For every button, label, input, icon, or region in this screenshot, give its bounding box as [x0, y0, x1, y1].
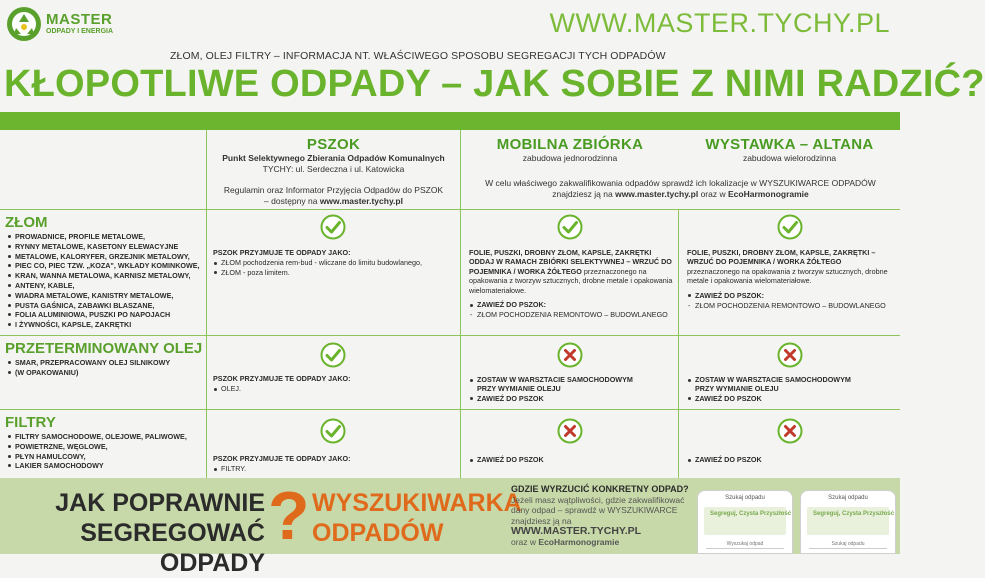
pszok-info2-pre: – dostępny na — [264, 196, 320, 206]
zlom-wystawka-also: ZAWIEŹ DO PSZOK: — [687, 291, 895, 300]
cross-icon — [777, 342, 803, 368]
footer-banner — [0, 478, 900, 577]
phone1-top: Szukaj odpadu — [725, 495, 765, 501]
filtry-wystawka-cell — [679, 410, 900, 478]
category-olej-title: PRZETERMINOWANY OLEJ — [5, 340, 203, 357]
footer-headline — [0, 488, 265, 578]
footer-search-title — [312, 488, 522, 548]
filtry-mobilna-cell — [461, 410, 679, 478]
cross-icon — [557, 418, 583, 444]
phone1-search-input[interactable]: Wyszukaj odpad — [706, 539, 784, 549]
zlom-pszok-head: PSZOK PRZYJMUJE TE ODPADY JAKO: — [213, 248, 351, 257]
list-item: FILTRY SAMOCHODOWE, OLEJOWE, PALIWOWE, — [8, 432, 206, 442]
olej-pszok-head: PSZOK PRZYJMUJE TE ODPADY JAKO: — [213, 374, 351, 383]
zlom-wystawka-head: FOLIE, PUSZKI, DROBNY ZŁOM, KAPSLE, ZAKRĘTKI – WRZUĆ DO POJEMNIKA / WORKA ŻÓŁTEGO — [687, 248, 876, 267]
segregation-table — [0, 130, 900, 478]
column-pszok-sub2: TYCHY: ul. Serdeczna i ul. Katowicka — [262, 164, 405, 174]
check-icon — [777, 214, 803, 240]
filtry-pszok-text — [213, 454, 453, 474]
list-item: OLEJ. — [213, 384, 453, 393]
cross-icon — [557, 342, 583, 368]
footer-app-link[interactable]: EcoHarmonogramie — [538, 536, 620, 547]
header-empty-cell — [0, 130, 207, 210]
subtitle: ZŁOM, OLEJ FILTRY – INFORMACJA NT. WŁAŚCIWEGO SPOSOBU SEGREGACJI TYCH ODPADÓW — [170, 50, 666, 62]
phone2-search-input[interactable]: Szukaj odpadu — [809, 539, 887, 549]
footer-left2: SEGREGOWAĆ ODPADY — [80, 519, 265, 577]
zlom-mobilna-cell — [461, 210, 679, 336]
list-item: WIADRA METALOWE, KANISTRY METALOWE, — [8, 291, 206, 301]
column-mobilna-sub: zabudowa jednorodzinna — [522, 153, 618, 163]
footer-body1: Jeżeli masz wątpliwości, gdzie zakwalifikować — [511, 494, 685, 505]
phone-mockup-2 — [800, 490, 896, 554]
zlom-wystawka-cell — [679, 210, 900, 336]
olej-pszok-cell — [207, 336, 461, 410]
shared-info2-link[interactable]: www.master.tychy.pl — [615, 189, 699, 199]
question-mark-icon: ? — [268, 478, 310, 554]
zlom-mobilna-head: FOLIE, PUSZKI, DROBNY ZŁOM, KAPSLE, ZAKRĘTKI ODDAJ W RAMACH ZBIÓRKI SELEKTYWNEJ – WRZUĆ DO POJEMNIKA / WORKA ŻÓŁTEGO — [469, 248, 672, 276]
olej-wystawka-line3: ZAWIEŹ DO PSZOK — [687, 394, 895, 403]
zlom-mobilna-also: ZAWIEŹ DO PSZOK: — [469, 300, 675, 309]
phone-mockup-1 — [697, 490, 793, 554]
footer-question: GDZIE WYRZUCIĆ KONKRETNY ODPAD? — [511, 484, 689, 494]
filtry-mobilna-text — [469, 454, 675, 464]
list-item: PROWADNICE, PROFILE METALOWE, — [8, 232, 206, 242]
olej-wystawka-cell — [679, 336, 900, 410]
phone2-art-text: Segreguj, Czysta Przyszłość — [813, 511, 895, 517]
list-item: METALOWE, KALORYFER, GRZEJNIK METALOWY, — [8, 252, 206, 262]
category-olej-items — [8, 358, 206, 378]
filtry-wystawka-line1: ZAWIEŹ DO PSZOK — [687, 455, 895, 464]
olej-mobilna-line1-text: ZOSTAW W WARSZTACIE SAMOCHODOWYM — [477, 375, 633, 384]
list-item: I ŻYWNOŚCI, KAPSLE, ZAKRĘTKI — [8, 320, 206, 330]
list-item: ZŁOM pochodzenia rem-bud - wliczane do limitu budowlanego, — [213, 258, 453, 267]
green-bar — [0, 112, 900, 130]
category-filtry-title: FILTRY — [5, 414, 56, 431]
list-item: FILTRY. — [213, 464, 453, 473]
category-olej — [0, 336, 207, 410]
pszok-info1: Regulamin oraz Informator Przyjęcia Odpadów do PSZOK — [223, 185, 444, 195]
category-filtry — [0, 410, 207, 478]
check-icon — [320, 214, 346, 240]
olej-wystawka-line2-text: PRZY WYMIANIE OLEJU — [695, 384, 779, 394]
list-item: ANTENY, KABLE, — [8, 281, 206, 291]
filtry-wystawka-text — [687, 454, 895, 464]
zlom-wystawka-text — [687, 248, 895, 310]
footer-body3-pre: znajdziesz ją na — [511, 515, 572, 526]
check-icon — [557, 214, 583, 240]
filtry-pszok-head: PSZOK PRZYJMUJE TE ODPADY JAKO: — [213, 454, 351, 463]
header — [0, 0, 985, 112]
olej-mobilna-line2-text: PRZY WYMIANIE OLEJU — [477, 384, 561, 394]
column-wystawka-sub: zabudowa wielorodzinna — [742, 153, 837, 163]
phone1-art-text: Segreguj, Czysta Przyszłość — [710, 511, 792, 517]
category-zlom — [0, 210, 207, 336]
shared-info2-pre: znajdziesz ją na — [552, 189, 616, 199]
zlom-mobilna-tail: przeznaczonego na opakowania z tworzyw sztucznych, drobne metale i opakowania wielomateriałowe. — [469, 266, 673, 295]
column-pszok — [207, 130, 461, 210]
olej-mobilna-line3: ZAWIEŹ DO PSZOK — [469, 394, 675, 403]
list-item: LAKIER SAMOCHODOWY — [8, 461, 206, 471]
shared-info2 — [461, 189, 900, 200]
column-mobilna-title: MOBILNA ZBIÓRKA — [496, 136, 644, 153]
list-item: PŁYN HAMULCOWY, — [8, 452, 206, 462]
list-item: SMAR, PRZEPRACOWANY OLEJ SILNIKOWY — [8, 358, 206, 368]
olej-mobilna-line1 — [469, 375, 675, 394]
logo-name: MASTER — [46, 11, 113, 28]
list-item: - ZŁOM POCHODZENIA REMONTOWO – BUDOWLANEGO — [469, 310, 675, 319]
column-pszok-sub1: Punkt Selektywnego Zbierania Odpadów Komunalnych — [222, 153, 445, 163]
site-url[interactable]: WWW.MASTER.TYCHY.PL — [549, 8, 890, 38]
shared-info2-app[interactable]: EcoHarmonogramie — [727, 189, 809, 199]
footer-body3 — [511, 516, 691, 537]
zlom-pszok-cell — [207, 210, 461, 336]
list-item: ZŁOM - poza limitem. — [213, 268, 453, 277]
footer-mid1: WYSZUKIWARKA — [312, 489, 522, 517]
column-pszok-title: PSZOK — [306, 136, 361, 153]
footer-left1: JAK POPRAWNIE — [55, 489, 265, 517]
list-item: PIEC CO, PIEC TZW. „KOZA", WKŁADY KOMINKOWE, — [8, 261, 206, 271]
logo[interactable] — [6, 4, 116, 44]
shared-info2-mid: oraz w — [698, 189, 728, 199]
phone2-top: Szukaj odpadu — [828, 495, 868, 501]
shared-info — [461, 178, 900, 200]
footer-body2: dany odpad – sprawdź w WYSZUKIWARCE — [511, 505, 678, 515]
olej-mobilna-text — [469, 374, 675, 403]
recycle-logo-icon — [6, 6, 42, 42]
pszok-info2 — [207, 196, 460, 207]
olej-mobilna-cell — [461, 336, 679, 410]
filtry-mobilna-line1: ZAWIEŹ DO PSZOK — [469, 455, 675, 464]
list-item: KRAN, WANNA METALOWA, KARNISZ METALOWY, — [8, 271, 206, 281]
zlom-wystawka-body — [687, 248, 895, 286]
list-item: RYNNY METALOWE, KASETONY ELEWACYJNE — [8, 242, 206, 252]
column-wystawka-title: WYSTAWKA – ALTANA — [705, 136, 874, 153]
list-item: PUSTA GAŚNICA, ZABAWKI BLASZANE, — [8, 301, 206, 311]
zlom-pszok-text — [213, 248, 453, 277]
list-item: - ZŁOM POCHODZENIA REMONTOWO – BUDOWLANEGO — [687, 301, 895, 310]
category-zlom-items — [8, 232, 206, 330]
list-item: POWIETRZNE, WĘGLOWE, — [8, 442, 206, 452]
zlom-wystawka-tail: przeznaczonego na opakowania z tworzyw sztucznych, drobne metale i opakowania wielomateriałowe. — [687, 266, 888, 286]
category-filtry-items — [8, 432, 206, 471]
olej-pszok-text — [213, 374, 453, 394]
category-zlom-title: ZŁOM — [5, 214, 48, 231]
check-icon — [320, 418, 346, 444]
zlom-mobilna-text — [469, 248, 675, 320]
list-item: (W OPAKOWANIU) — [8, 368, 206, 378]
footer-body4 — [511, 537, 691, 548]
pszok-info2-link[interactable]: www.master.tychy.pl — [319, 196, 403, 206]
shared-info1: W celu właściwego zakwalifikowania odpadów sprawdź ich lokalizacje w WYSZUKIWARCE ODPADÓW — [485, 178, 876, 188]
footer-info — [511, 484, 691, 547]
page-title: KŁOPOTLIWE ODPADY – JAK SOBIE Z NIMI RADZIĆ? — [4, 63, 985, 105]
olej-wystawka-line1-text: ZOSTAW W WARSZTACIE SAMOCHODOWYM — [695, 375, 851, 384]
filtry-pszok-cell — [207, 410, 461, 478]
list-item: FOLIA ALUMINIOWA, PUSZKI PO NAPOJACH — [8, 310, 206, 320]
footer-body4-pre: oraz w — [511, 536, 539, 547]
check-icon — [320, 342, 346, 368]
zlom-mobilna-body — [469, 248, 675, 295]
footer-mid2: ODPADÓW — [312, 519, 444, 547]
olej-wystawka-text — [687, 374, 895, 403]
olej-wystawka-line1 — [687, 375, 895, 394]
logo-sub: ODPADY I ENERGIA — [46, 28, 114, 35]
cross-icon — [777, 418, 803, 444]
footer-site-link[interactable]: WWW.MASTER.TYCHY.PL — [511, 525, 642, 537]
